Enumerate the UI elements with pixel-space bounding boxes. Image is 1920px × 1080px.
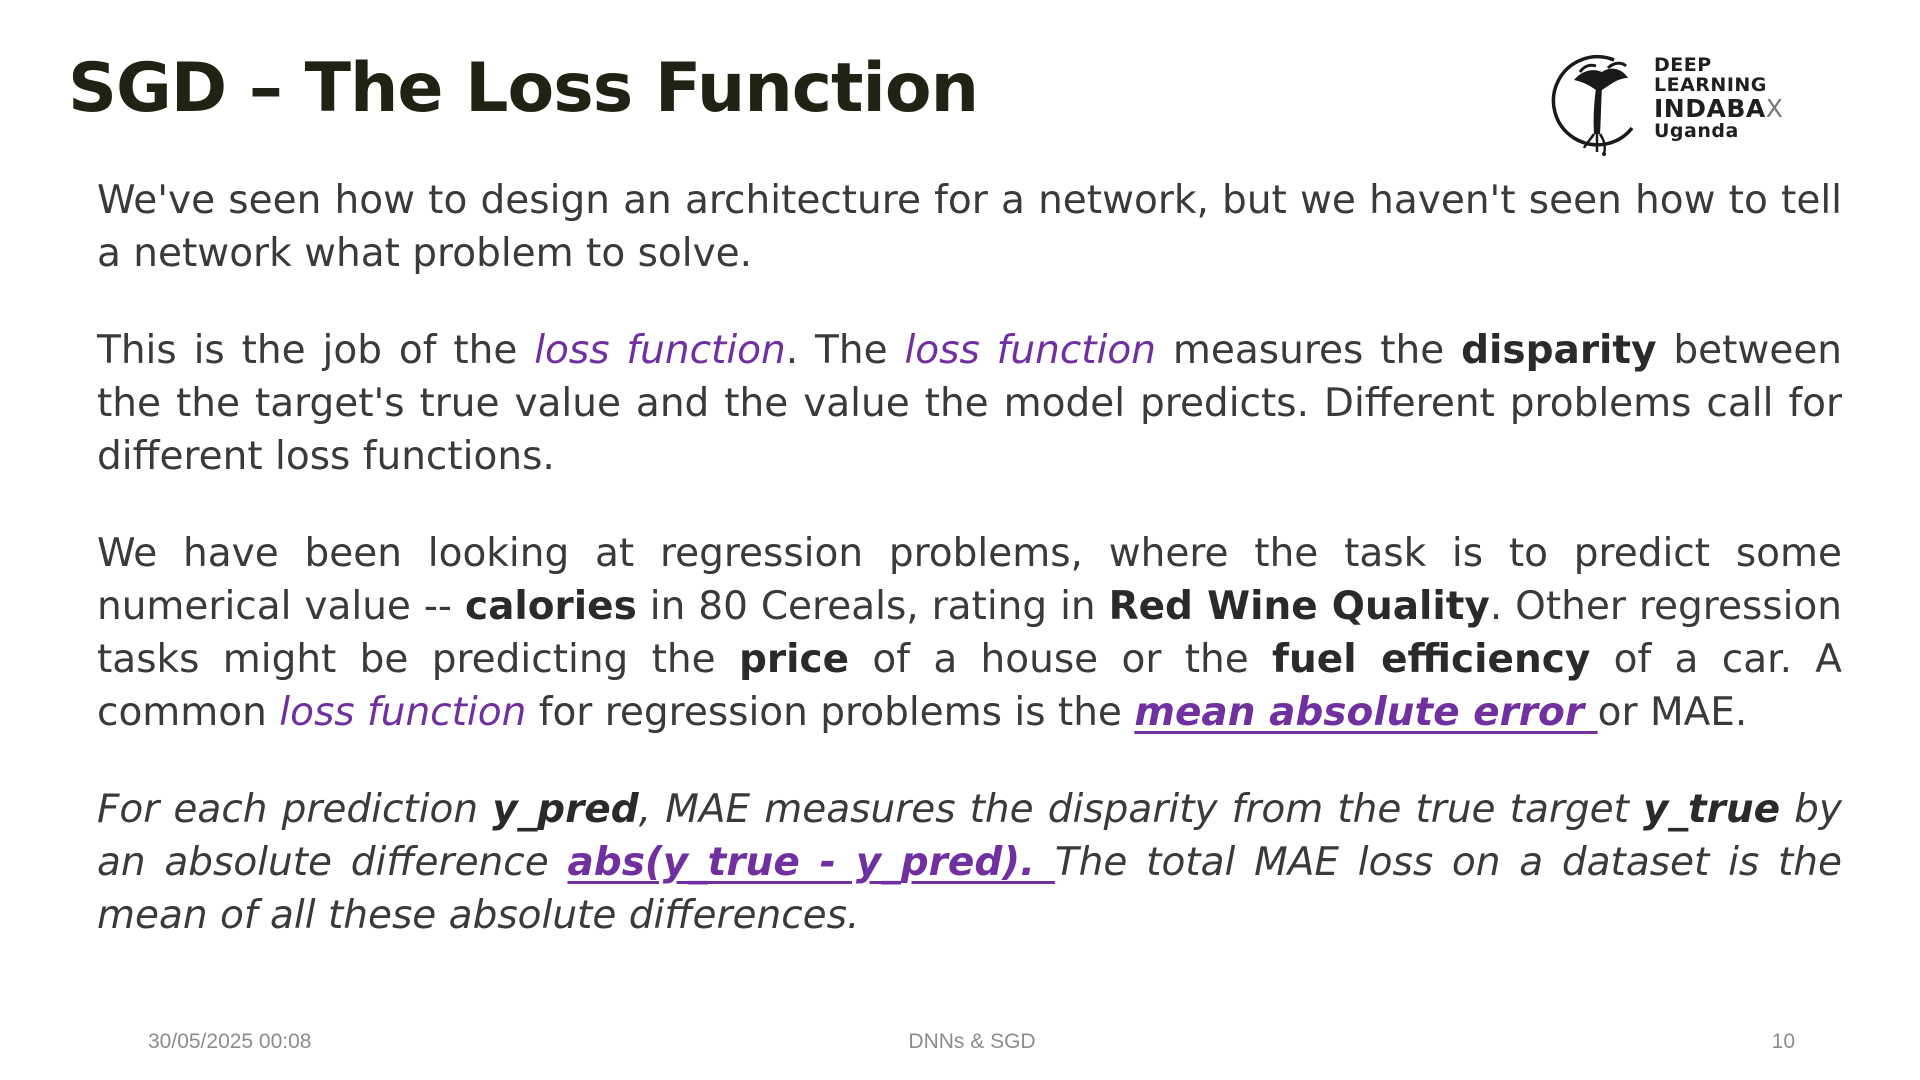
p2-text-1: This is the job of the [97, 328, 535, 373]
p2-text-3: measures the [1156, 328, 1462, 373]
paragraph-mae-definition [97, 783, 1842, 942]
term-loss-function: loss function [904, 328, 1157, 373]
paragraph-architecture [97, 174, 1842, 280]
p3-text-5: of a car. A common [97, 637, 1842, 735]
p3-text-7: or MAE. [1597, 690, 1748, 735]
p4-text-2: , MAE measures the disparity from the true target [638, 787, 1644, 832]
footer-page-number: 10 [1771, 1030, 1795, 1053]
logo-line-deep: DEEP [1654, 54, 1712, 76]
p4-text-1: For each prediction [97, 787, 493, 832]
p3-text-1: We have been looking at regression problems, where the task is to predict some numerical value -- [97, 531, 1842, 629]
p3-text-6: for regression problems is the [526, 690, 1135, 735]
term-loss-function: loss function [279, 690, 527, 735]
logo-wordmark [1654, 56, 1783, 142]
logo-line-learning: LEARNING [1654, 73, 1767, 96]
bold-fuel-efficiency: fuel efficiency [1272, 637, 1591, 682]
logo-line-indaba [1654, 93, 1784, 123]
bold-price: price [738, 637, 850, 682]
paragraph-loss-function [97, 324, 1842, 483]
term-loss-function: loss function [534, 328, 786, 373]
p3-text-4: of a house or the [849, 637, 1273, 682]
link-mean-absolute-error[interactable]: mean absolute error [1134, 690, 1598, 735]
paragraph-regression [97, 527, 1842, 739]
link-abs-formula[interactable]: abs(y_true - y_pred). [567, 840, 1055, 885]
footer-title: DNNs & SGD [908, 1030, 1036, 1053]
logo-indaba-text: INDABA [1654, 93, 1766, 123]
p2-text-2: . The [785, 328, 905, 373]
logo-x-suffix: X [1765, 93, 1784, 123]
footer-date: 30/05/2025 00:08 [148, 1030, 312, 1053]
baobab-tree-circle-icon [1544, 48, 1648, 156]
bold-disparity: disparity [1461, 328, 1657, 373]
p4-text-4: The total MAE loss on a dataset is the mean of all these absolute differences. [97, 840, 1843, 938]
slide-title: SGD – The Loss Function [68, 49, 978, 128]
p3-text-2: in 80 Cereals, rating in [636, 584, 1109, 629]
p3-text-3: . Other regression tasks might be predicting the [97, 584, 1842, 682]
slide-body [97, 174, 1842, 986]
deep-learning-indabax-logo [1544, 48, 1804, 160]
p1-text: We've seen how to design an architecture for a network, but we haven't seen how to tell a network what problem to solve. [97, 178, 1842, 276]
p4-text-3: by an absolute difference [97, 787, 1842, 885]
logo-line-uganda: Uganda [1654, 120, 1739, 143]
bold-y-pred: y_pred [492, 787, 639, 832]
p2-text-4: between the the target's true value and the value the model predicts. Different problems call for different loss functions. [97, 328, 1843, 479]
bold-calories: calories [464, 584, 637, 629]
bold-red-wine-quality: Red Wine Quality [1108, 584, 1490, 629]
bold-y-true: y_true [1643, 787, 1781, 832]
